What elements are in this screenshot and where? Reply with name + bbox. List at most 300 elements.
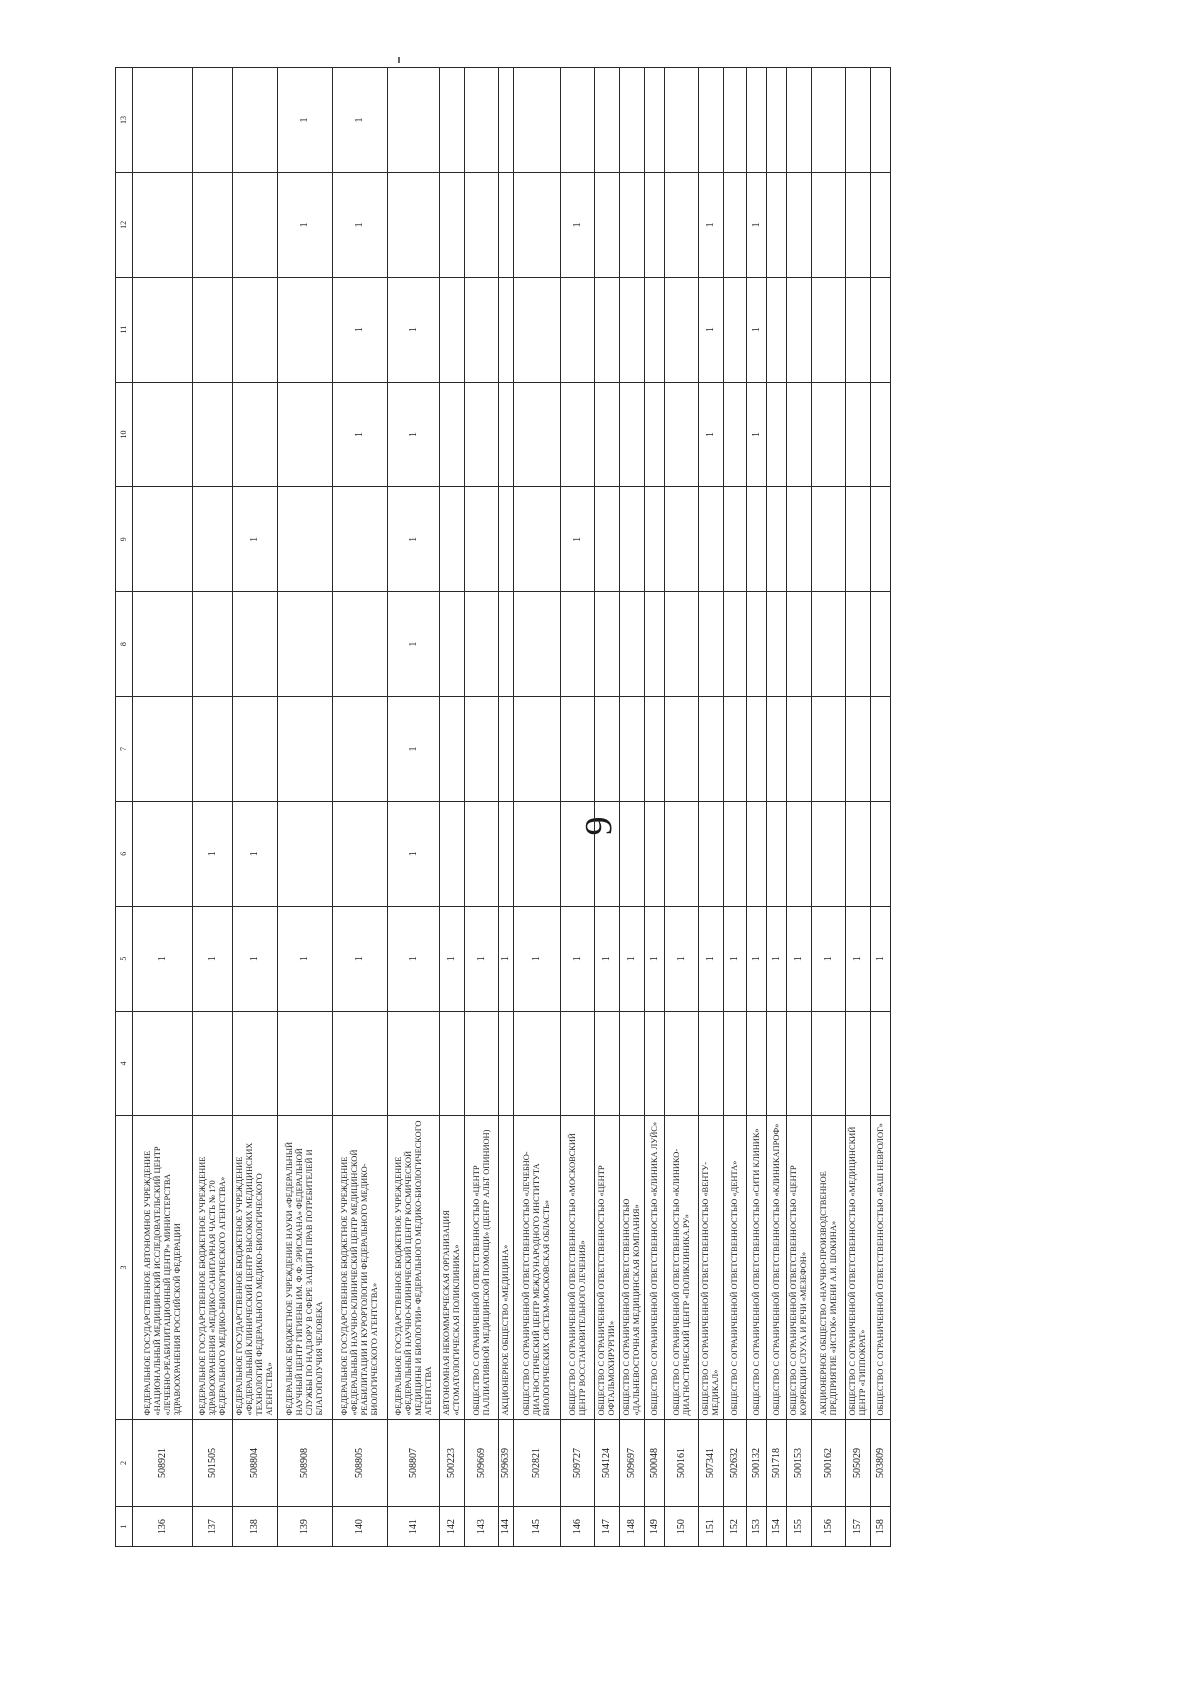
table-row xyxy=(812,68,846,1547)
row-number-cell: 149 xyxy=(645,1507,665,1547)
column-index-cell: 5 xyxy=(116,906,133,1011)
org-name-cell: АВТОНОМНАЯ НЕКОММЕРЧЕСКАЯ ОРГАНИЗАЦИЯ «СТОМАТОЛОГИЧЕСКАЯ ПОЛИКЛИНИКА» xyxy=(440,1116,465,1419)
mark-cell-col-4 xyxy=(767,1011,787,1116)
column-index-cell: 9 xyxy=(116,487,133,592)
mark-cell-col-7 xyxy=(767,697,787,802)
mark-cell-col-4 xyxy=(514,1011,561,1116)
mark-cell-col-10 xyxy=(595,382,620,487)
mark-cell-col-13 xyxy=(787,68,812,173)
mark-cell-col-13 xyxy=(699,68,724,173)
mark-cell-col-8 xyxy=(595,592,620,697)
org-code-cell: 509697 xyxy=(620,1419,645,1507)
mark-cell-col-5: 1 xyxy=(440,906,465,1011)
org-name-cell: ОБЩЕСТВО С ОГРАНИЧЕННОЙ ОТВЕТСТВЕННОСТЬЮ «ДЕНТА» xyxy=(724,1116,747,1419)
mark-cell-col-8 xyxy=(193,592,233,697)
mark-cell-col-11 xyxy=(440,277,465,382)
mark-cell-col-6 xyxy=(767,801,787,906)
mark-cell-col-13 xyxy=(499,68,514,173)
mark-cell-col-4 xyxy=(787,1011,812,1116)
org-name-cell: ФЕДЕРАЛЬНОЕ БЮДЖЕТНОЕ УЧРЕЖДЕНИЕ НАУКИ «ФЕДЕРАЛЬНЫЙ НАУЧНЫЙ ЦЕНТР ГИГИЕНЫ ИМ. Ф.Ф. ЭРИСМАНА» ФЕДЕРАЛЬНОЙ СЛУЖБЫ ПО НАДЗОРУ В СФЕРЕ ЗАЩИТЫ ПРАВ ПОТРЕБИТЕЛЕЙ И БЛАГОПОЛУЧИЯ ЧЕЛОВЕКА xyxy=(278,1116,333,1419)
mark-cell-col-10: 1 xyxy=(388,382,440,487)
mark-cell-col-10 xyxy=(812,382,846,487)
org-name-cell: ОБЩЕСТВО С ОГРАНИЧЕННОЙ ОТВЕТСТВЕННОСТЬЮ «КЛИНИКАПРОФ» xyxy=(767,1116,787,1419)
mark-cell-col-10 xyxy=(233,382,278,487)
mark-cell-col-6 xyxy=(440,801,465,906)
mark-cell-col-11 xyxy=(499,277,514,382)
mark-cell-col-4 xyxy=(812,1011,846,1116)
mark-cell-col-12 xyxy=(233,172,278,277)
mark-cell-col-11 xyxy=(595,277,620,382)
mark-cell-col-12 xyxy=(665,172,699,277)
mark-cell-col-11 xyxy=(787,277,812,382)
mark-cell-col-9 xyxy=(620,487,645,592)
mark-cell-col-13 xyxy=(767,68,787,173)
mark-cell-col-12 xyxy=(812,172,846,277)
mark-cell-col-7 xyxy=(440,697,465,802)
mark-cell-col-13 xyxy=(440,68,465,173)
mark-cell-col-6 xyxy=(499,801,514,906)
mark-cell-col-5: 1 xyxy=(812,906,846,1011)
row-number-cell: 152 xyxy=(724,1507,747,1547)
mark-cell-col-9: 1 xyxy=(388,487,440,592)
column-index-cell: 12 xyxy=(116,172,133,277)
mark-cell-col-6 xyxy=(812,801,846,906)
mark-cell-col-9 xyxy=(699,487,724,592)
mark-cell-col-8 xyxy=(440,592,465,697)
org-code-cell: 508807 xyxy=(388,1419,440,1507)
mark-cell-col-8 xyxy=(699,592,724,697)
mark-cell-col-8 xyxy=(333,592,388,697)
mark-cell-col-12 xyxy=(787,172,812,277)
mark-cell-col-4 xyxy=(846,1011,871,1116)
mark-cell-col-6: 1 xyxy=(193,801,233,906)
mark-cell-col-13 xyxy=(620,68,645,173)
mark-cell-col-6 xyxy=(747,801,767,906)
mark-cell-col-9 xyxy=(193,487,233,592)
mark-cell-col-6 xyxy=(465,801,499,906)
column-index-cell: 2 xyxy=(116,1419,133,1507)
mark-cell-col-5: 1 xyxy=(620,906,645,1011)
mark-cell-col-12 xyxy=(595,172,620,277)
mark-cell-col-8 xyxy=(514,592,561,697)
mark-cell-col-11 xyxy=(233,277,278,382)
column-index-cell: 11 xyxy=(116,277,133,382)
mark-cell-col-11 xyxy=(193,277,233,382)
table-row xyxy=(561,68,595,1547)
mark-cell-col-7 xyxy=(620,697,645,802)
mark-cell-col-8 xyxy=(278,592,333,697)
mark-cell-col-4 xyxy=(333,1011,388,1116)
org-code-cell: 502821 xyxy=(514,1419,561,1507)
mark-cell-col-4 xyxy=(561,1011,595,1116)
row-number-cell: 144 xyxy=(499,1507,514,1547)
mark-cell-col-7 xyxy=(787,697,812,802)
row-number-cell: 137 xyxy=(193,1507,233,1547)
mark-cell-col-5: 1 xyxy=(193,906,233,1011)
mark-cell-col-9 xyxy=(665,487,699,592)
row-number-cell: 136 xyxy=(133,1507,193,1547)
row-number-cell: 143 xyxy=(465,1507,499,1547)
mark-cell-col-4 xyxy=(747,1011,767,1116)
mark-cell-col-5: 1 xyxy=(724,906,747,1011)
mark-cell-col-4 xyxy=(699,1011,724,1116)
mark-cell-col-12 xyxy=(724,172,747,277)
org-code-cell: 508908 xyxy=(278,1419,333,1507)
org-code-cell: 500161 xyxy=(665,1419,699,1507)
mark-cell-col-7 xyxy=(133,697,193,802)
mark-cell-col-5: 1 xyxy=(388,906,440,1011)
org-name-cell: ФЕДЕРАЛЬНОЕ ГОСУДАРСТВЕННОЕ БЮДЖЕТНОЕ УЧРЕЖДЕНИЕ «ФЕДЕРАЛЬНЫЙ КЛИНИЧЕСКИЙ ЦЕНТР ВЫСОКИХ МЕДИЦИНСКИХ ТЕХНОЛОГИЙ ФЕДЕРАЛЬНОГО МЕДИКО-БИОЛОГИЧЕСКОГО АГЕНТСТВА» xyxy=(233,1116,278,1419)
mark-cell-col-5: 1 xyxy=(846,906,871,1011)
mark-cell-col-8 xyxy=(724,592,747,697)
org-name-cell: ОБЩЕСТВО С ОГРАНИЧЕННОЙ ОТВЕТСТВЕННОСТЬЮ «ВАШ НЕВРОЛОГ» xyxy=(871,1116,891,1419)
table-row xyxy=(440,68,465,1547)
mark-cell-col-6: 1 xyxy=(388,801,440,906)
row-number-cell: 151 xyxy=(699,1507,724,1547)
mark-cell-col-13 xyxy=(233,68,278,173)
org-code-cell: 509669 xyxy=(465,1419,499,1507)
mark-cell-col-13 xyxy=(193,68,233,173)
mark-cell-col-4 xyxy=(233,1011,278,1116)
table-row xyxy=(724,68,747,1547)
org-code-cell: 509727 xyxy=(561,1419,595,1507)
column-index-cell: 10 xyxy=(116,382,133,487)
mark-cell-col-5: 1 xyxy=(133,906,193,1011)
mark-cell-col-6 xyxy=(333,801,388,906)
org-name-cell: ОБЩЕСТВО С ОГРАНИЧЕННОЙ ОТВЕТСТВЕННОСТЬЮ «ВЕНТУ-МЕДИКАЛ» xyxy=(699,1116,724,1419)
mark-cell-col-9 xyxy=(767,487,787,592)
mark-cell-col-12 xyxy=(871,172,891,277)
mark-cell-col-5: 1 xyxy=(561,906,595,1011)
table-row xyxy=(133,68,193,1547)
mark-cell-col-12 xyxy=(767,172,787,277)
mark-cell-col-6 xyxy=(724,801,747,906)
table-row xyxy=(278,68,333,1547)
mark-cell-col-8: 1 xyxy=(388,592,440,697)
mark-cell-col-7 xyxy=(561,697,595,802)
org-name-cell: АКЦИОНЕРНОЕ ОБЩЕСТВО «МЕДИЦИНА» xyxy=(499,1116,514,1419)
mark-cell-col-11 xyxy=(724,277,747,382)
org-name-cell: ОБЩЕСТВО С ОГРАНИЧЕННОЙ ОТВЕТСТВЕННОСТЬЮ «МОСКОВСКИЙ ЦЕНТР ВОССТАНОВИТЕЛЬНОГО ЛЕЧЕНИЯ» xyxy=(561,1116,595,1419)
row-number-cell: 153 xyxy=(747,1507,767,1547)
mark-cell-col-5: 1 xyxy=(278,906,333,1011)
mark-cell-col-9 xyxy=(278,487,333,592)
mark-cell-col-9 xyxy=(333,487,388,592)
mark-cell-col-11 xyxy=(465,277,499,382)
mark-cell-col-4 xyxy=(665,1011,699,1116)
org-name-cell: ОБЩЕСТВО С ОГРАНИЧЕННОЙ ОТВЕТСТВЕННОСТЬЮ «ЦЕНТР КОРРЕКЦИИ СЛУХА И РЕЧИ «МЕЗЕФОН» xyxy=(787,1116,812,1419)
scan-speck xyxy=(398,57,400,63)
org-name-cell: ОБЩЕСТВО С ОГРАНИЧЕННОЙ ОТВЕТСТВЕННОСТЬЮ «ЛЕЧЕБНО-ДИАГНОСТИЧЕСКИЙ ЦЕНТР МЕЖДУНАРОДНОГО ИНСТИТУТА БИОЛОГИЧЕСКИХ СИСТЕМ-МОСКОВСКАЯ ОБЛАСТЬ» xyxy=(514,1116,561,1419)
mark-cell-col-7 xyxy=(645,697,665,802)
mark-cell-col-5: 1 xyxy=(333,906,388,1011)
mark-cell-col-12 xyxy=(193,172,233,277)
mark-cell-col-5: 1 xyxy=(747,906,767,1011)
table-row xyxy=(233,68,278,1547)
org-name-cell: ОБЩЕСТВО С ОГРАНИЧЕННОЙ ОТВЕТСТВЕННОСТЬЮ «СИТИ КЛИНИК» xyxy=(747,1116,767,1419)
mark-cell-col-12 xyxy=(514,172,561,277)
mark-cell-col-7 xyxy=(595,697,620,802)
table-body xyxy=(116,68,891,1547)
mark-cell-col-8 xyxy=(767,592,787,697)
org-code-cell: 503809 xyxy=(871,1419,891,1507)
mark-cell-col-8 xyxy=(465,592,499,697)
org-code-cell: 501718 xyxy=(767,1419,787,1507)
column-index-cell: 3 xyxy=(116,1116,133,1419)
mark-cell-col-7 xyxy=(514,697,561,802)
mark-cell-col-10 xyxy=(465,382,499,487)
row-number-cell: 150 xyxy=(665,1507,699,1547)
mark-cell-col-13 xyxy=(465,68,499,173)
mark-cell-col-7 xyxy=(871,697,891,802)
mark-cell-col-11 xyxy=(514,277,561,382)
mark-cell-col-13: 1 xyxy=(278,68,333,173)
table-row xyxy=(388,68,440,1547)
mark-cell-col-13 xyxy=(846,68,871,173)
mark-cell-col-6 xyxy=(787,801,812,906)
org-name-cell: ФЕДЕРАЛЬНОЕ ГОСУДАРСТВЕННОЕ БЮДЖЕТНОЕ УЧРЕЖДЕНИЕ ЗДРАВООХРАНЕНИЯ «МЕДИКО-САНИТАРНАЯ ЧАСТЬ № 170 ФЕДЕРАЛЬНОГО МЕДИКО-БИОЛОГИЧЕСКОГО АГЕНТСТВА» xyxy=(193,1116,233,1419)
mark-cell-col-11 xyxy=(645,277,665,382)
table-row xyxy=(499,68,514,1547)
mark-cell-col-10 xyxy=(846,382,871,487)
mark-cell-col-4 xyxy=(499,1011,514,1116)
org-name-cell: ОБЩЕСТВО С ОГРАНИЧЕННОЙ ОТВЕТСТВЕННОСТЬЮ «МЕДИЦИНСКИЙ ЦЕНТР «ГИППОКРАТ» xyxy=(846,1116,871,1419)
column-index-cell: 13 xyxy=(116,68,133,173)
mark-cell-col-6 xyxy=(699,801,724,906)
org-code-cell: 500048 xyxy=(645,1419,665,1507)
mark-cell-col-10 xyxy=(871,382,891,487)
mark-cell-col-10 xyxy=(620,382,645,487)
mark-cell-col-7 xyxy=(665,697,699,802)
org-name-cell: ФЕДЕРАЛЬНОЕ ГОСУДАРСТВЕННОЕ БЮДЖЕТНОЕ УЧРЕЖДЕНИЕ «ФЕДЕРАЛЬНЫЙ НАУЧНО-КЛИНИЧЕСКИЙ ЦЕНТР МЕДИЦИНСКОЙ РЕАБИЛИТАЦИИ И КУРОРТОЛОГИИ ФЕДЕРАЛЬНОГО МЕДИКО-БИОЛОГИЧЕСКОГО АГЕНТСТВА» xyxy=(333,1116,388,1419)
mark-cell-col-8 xyxy=(499,592,514,697)
org-code-cell: 500132 xyxy=(747,1419,767,1507)
column-index-cell: 1 xyxy=(116,1507,133,1547)
mark-cell-col-8 xyxy=(620,592,645,697)
column-index-cell: 8 xyxy=(116,592,133,697)
mark-cell-col-8 xyxy=(561,592,595,697)
mark-cell-col-4 xyxy=(133,1011,193,1116)
mark-cell-col-4 xyxy=(388,1011,440,1116)
mark-cell-col-6 xyxy=(645,801,665,906)
row-number-cell: 158 xyxy=(871,1507,891,1547)
mark-cell-col-10 xyxy=(787,382,812,487)
mark-cell-col-5: 1 xyxy=(465,906,499,1011)
mark-cell-col-7 xyxy=(193,697,233,802)
mark-cell-col-10 xyxy=(665,382,699,487)
column-index-cell: 6 xyxy=(116,801,133,906)
mark-cell-col-7 xyxy=(747,697,767,802)
org-code-cell: 508804 xyxy=(233,1419,278,1507)
mark-cell-col-13 xyxy=(724,68,747,173)
mark-cell-col-4 xyxy=(724,1011,747,1116)
mark-cell-col-9 xyxy=(595,487,620,592)
mark-cell-col-7: 1 xyxy=(388,697,440,802)
mark-cell-col-5: 1 xyxy=(699,906,724,1011)
row-number-cell: 142 xyxy=(440,1507,465,1547)
table-row xyxy=(333,68,388,1547)
mark-cell-col-4 xyxy=(871,1011,891,1116)
row-number-cell: 146 xyxy=(561,1507,595,1547)
mark-cell-col-11: 1 xyxy=(388,277,440,382)
mark-cell-col-12: 1 xyxy=(278,172,333,277)
mark-cell-col-9: 1 xyxy=(561,487,595,592)
mark-cell-col-7 xyxy=(812,697,846,802)
mark-cell-col-11 xyxy=(812,277,846,382)
org-name-cell: ОБЩЕСТВО С ОГРАНИЧЕННОЙ ОТВЕТСТВЕННОСТЬЮ «ЦЕНТР ОФТАЛЬМОХИРУРГИИ» xyxy=(595,1116,620,1419)
mark-cell-col-13 xyxy=(561,68,595,173)
mark-cell-col-10: 1 xyxy=(333,382,388,487)
mark-cell-col-11 xyxy=(133,277,193,382)
mark-cell-col-11 xyxy=(278,277,333,382)
mark-cell-col-11 xyxy=(846,277,871,382)
mark-cell-col-12: 1 xyxy=(561,172,595,277)
mark-cell-col-4 xyxy=(620,1011,645,1116)
rotated-table-wrapper xyxy=(115,67,1095,1547)
mark-cell-col-8 xyxy=(871,592,891,697)
mark-cell-col-5: 1 xyxy=(595,906,620,1011)
org-name-cell: ФЕДЕРАЛЬНОЕ ГОСУДАРСТВЕННОЕ БЮДЖЕТНОЕ УЧРЕЖДЕНИЕ «ФЕДЕРАЛЬНЫЙ НАУЧНО-КЛИНИЧЕСКИЙ ЦЕНТР КОСМИЧЕСКОЙ МЕДИЦИНЫ И БИОЛОГИИ» ФЕДЕРАЛЬНОГО МЕДИКО-БИОЛОГИЧЕСКОГО АГЕНТСТВА xyxy=(388,1116,440,1419)
org-code-cell: 509639 xyxy=(499,1419,514,1507)
mark-cell-col-5: 1 xyxy=(645,906,665,1011)
mark-cell-col-12 xyxy=(388,172,440,277)
mark-cell-col-11 xyxy=(665,277,699,382)
row-number-cell: 141 xyxy=(388,1507,440,1547)
mark-cell-col-9 xyxy=(645,487,665,592)
mark-cell-col-9 xyxy=(724,487,747,592)
mark-cell-col-10 xyxy=(645,382,665,487)
mark-cell-col-10 xyxy=(724,382,747,487)
mark-cell-col-13 xyxy=(871,68,891,173)
mark-cell-col-13 xyxy=(595,68,620,173)
org-code-cell: 505029 xyxy=(846,1419,871,1507)
org-code-cell: 508805 xyxy=(333,1419,388,1507)
mark-cell-col-13 xyxy=(747,68,767,173)
mark-cell-col-10 xyxy=(499,382,514,487)
mark-cell-col-9 xyxy=(812,487,846,592)
mark-cell-col-8 xyxy=(665,592,699,697)
column-index-cell: 4 xyxy=(116,1011,133,1116)
table-row xyxy=(193,68,233,1547)
mark-cell-col-8 xyxy=(233,592,278,697)
mark-cell-col-9: 1 xyxy=(233,487,278,592)
mark-cell-col-13 xyxy=(812,68,846,173)
mark-cell-col-4 xyxy=(278,1011,333,1116)
mark-cell-col-12: 1 xyxy=(699,172,724,277)
table-row xyxy=(699,68,724,1547)
table-row xyxy=(787,68,812,1547)
mark-cell-col-5: 1 xyxy=(233,906,278,1011)
mark-cell-col-10: 1 xyxy=(747,382,767,487)
org-name-cell: ОБЩЕСТВО С ОГРАНИЧЕННОЙ ОТВЕТСТВЕННОСТЬЮ «КЛИНИКО-ДИАГНОСТИЧЕСКИЙ ЦЕНТР «ПОЛИКЛИНИКА.РУ» xyxy=(665,1116,699,1419)
org-code-cell: 507341 xyxy=(699,1419,724,1507)
mark-cell-col-10 xyxy=(561,382,595,487)
mark-cell-col-4 xyxy=(595,1011,620,1116)
table-row xyxy=(871,68,891,1547)
page-number: 9 xyxy=(578,816,620,836)
org-name-cell: ОБЩЕСТВО С ОГРАНИЧЕННОЙ ОТВЕТСТВЕННОСТЬЮ «КЛИНИКА ЛУЙС» xyxy=(645,1116,665,1419)
mark-cell-col-10 xyxy=(767,382,787,487)
mark-cell-col-5: 1 xyxy=(499,906,514,1011)
table-row xyxy=(514,68,561,1547)
table-row xyxy=(620,68,645,1547)
mark-cell-col-6 xyxy=(561,801,595,906)
mark-cell-col-8 xyxy=(812,592,846,697)
mark-cell-col-6 xyxy=(133,801,193,906)
org-code-cell: 508921 xyxy=(133,1419,193,1507)
table-row xyxy=(465,68,499,1547)
org-name-cell: ОБЩЕСТВО С ОГРАНИЧЕННОЙ ОТВЕТСТВЕННОСТЬЮ «ЦЕНТР ПАЛЛИАТИВНОЙ МЕДИЦИНСКОЙ ПОМОЩИ» (ЦЕНТР АЛЬТ ОПИНИОН) xyxy=(465,1116,499,1419)
mark-cell-col-7 xyxy=(699,697,724,802)
table-row xyxy=(665,68,699,1547)
mark-cell-col-6 xyxy=(665,801,699,906)
mark-cell-col-7 xyxy=(724,697,747,802)
mark-cell-col-12 xyxy=(846,172,871,277)
mark-cell-col-7 xyxy=(233,697,278,802)
row-number-cell: 139 xyxy=(278,1507,333,1547)
mark-cell-col-13 xyxy=(388,68,440,173)
org-code-cell: 500153 xyxy=(787,1419,812,1507)
mark-cell-col-7 xyxy=(846,697,871,802)
org-code-cell: 501505 xyxy=(193,1419,233,1507)
mark-cell-col-11 xyxy=(871,277,891,382)
table-row xyxy=(846,68,871,1547)
mark-cell-col-4 xyxy=(193,1011,233,1116)
column-index-cell: 7 xyxy=(116,697,133,802)
table-row xyxy=(767,68,787,1547)
column-index-row xyxy=(116,68,133,1547)
row-number-cell: 148 xyxy=(620,1507,645,1547)
mark-cell-col-11: 1 xyxy=(747,277,767,382)
mark-cell-col-11: 1 xyxy=(333,277,388,382)
mark-cell-col-10 xyxy=(193,382,233,487)
mark-cell-col-8 xyxy=(747,592,767,697)
mark-cell-col-7 xyxy=(333,697,388,802)
mark-cell-col-9 xyxy=(440,487,465,592)
mark-cell-col-10 xyxy=(440,382,465,487)
org-code-cell: 502632 xyxy=(724,1419,747,1507)
mark-cell-col-9 xyxy=(133,487,193,592)
mark-cell-col-13 xyxy=(133,68,193,173)
mark-cell-col-5: 1 xyxy=(767,906,787,1011)
mark-cell-col-10 xyxy=(278,382,333,487)
row-number-cell: 155 xyxy=(787,1507,812,1547)
row-number-cell: 138 xyxy=(233,1507,278,1547)
mark-cell-col-7 xyxy=(499,697,514,802)
table-row xyxy=(595,68,620,1547)
mark-cell-col-4 xyxy=(465,1011,499,1116)
mark-cell-col-12: 1 xyxy=(747,172,767,277)
mark-cell-col-6 xyxy=(871,801,891,906)
mark-cell-col-10 xyxy=(133,382,193,487)
mark-cell-col-8 xyxy=(133,592,193,697)
mark-cell-col-13: 1 xyxy=(333,68,388,173)
mark-cell-col-8 xyxy=(787,592,812,697)
mark-cell-col-12 xyxy=(499,172,514,277)
mark-cell-col-13 xyxy=(645,68,665,173)
mark-cell-col-6: 1 xyxy=(233,801,278,906)
mark-cell-col-12 xyxy=(620,172,645,277)
org-name-cell: ФЕДЕРАЛЬНОЕ ГОСУДАРСТВЕННОЕ АВТОНОМНОЕ УЧРЕЖДЕНИЕ «НАЦИОНАЛЬНЫЙ МЕДИЦИНСКИЙ ИССЛЕДОВАТЕЛЬСКИЙ ЦЕНТР «ЛЕЧЕБНО-РЕАБИЛИТАЦИОННЫЙ ЦЕНТР» МИНИСТЕРСТВА ЗДРАВООХРАНЕНИЯ РОССИЙСКОЙ ФЕДЕРАЦИИ xyxy=(133,1116,193,1419)
mark-cell-col-8 xyxy=(645,592,665,697)
mark-cell-col-11: 1 xyxy=(699,277,724,382)
mark-cell-col-5: 1 xyxy=(665,906,699,1011)
org-code-cell: 500162 xyxy=(812,1419,846,1507)
mark-cell-col-9 xyxy=(465,487,499,592)
mark-cell-col-10: 1 xyxy=(699,382,724,487)
mark-cell-col-6 xyxy=(846,801,871,906)
mark-cell-col-9 xyxy=(514,487,561,592)
